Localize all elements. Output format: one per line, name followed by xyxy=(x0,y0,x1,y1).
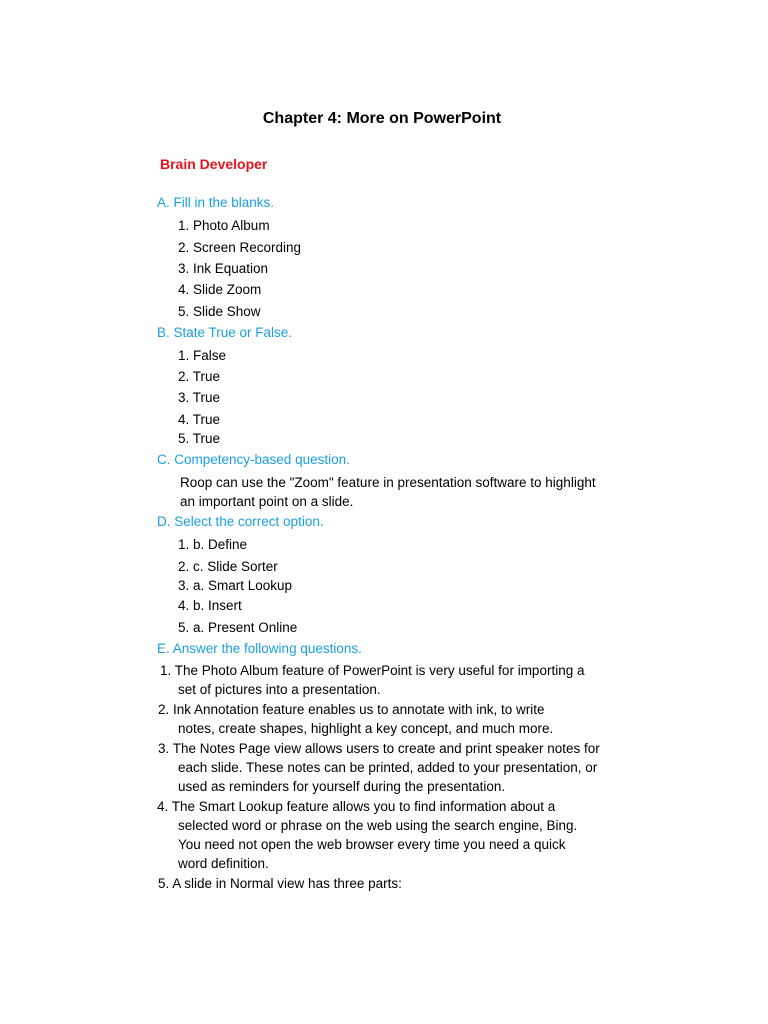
section-e-text-line: 1. The Photo Album feature of PowerPoint is very useful for importing a xyxy=(160,663,585,678)
page-title: Chapter 4: More on PowerPoint xyxy=(262,110,502,127)
section-a-heading: A. Fill in the blanks. xyxy=(157,195,275,210)
section-a-item: 5. Slide Show xyxy=(178,304,261,319)
section-e-text-line: word definition. xyxy=(178,856,269,871)
section-e-text-line: notes, create shapes, highlight a key concept, and much more. xyxy=(178,721,554,736)
section-e-text-line: used as reminders for yourself during the presentation. xyxy=(178,779,506,794)
section-e-text-line: 5. A slide in Normal view has three parts: xyxy=(158,876,402,891)
section-a-item: 1. Photo Album xyxy=(178,218,270,233)
section-d-heading: D. Select the correct option. xyxy=(157,514,324,529)
section-d-item: 3. a. Smart Lookup xyxy=(178,578,293,593)
section-b-item: 4. True xyxy=(178,412,221,427)
section-d-item: 4. b. Insert xyxy=(178,598,242,613)
section-d-item: 5. a. Present Online xyxy=(178,620,298,635)
section-d-item: 1. b. Define xyxy=(178,537,248,552)
section-c-text-line: Roop can use the "Zoom" feature in presentation software to highlight xyxy=(180,475,596,490)
section-b-item: 3. True xyxy=(178,390,221,405)
section-d-item: 2. c. Slide Sorter xyxy=(178,559,278,574)
section-e-text-line: 4. The Smart Lookup feature allows you to find information about a xyxy=(157,799,556,814)
section-b-item: 5. True xyxy=(178,431,221,446)
section-e-text-line: selected word or phrase on the web using the search engine, Bing. xyxy=(178,818,578,833)
section-b-item: 2. True xyxy=(178,369,221,384)
section-subtitle: Brain Developer xyxy=(160,156,268,172)
section-e-text-line: 2. Ink Annotation feature enables us to annotate with ink, to write xyxy=(158,702,545,717)
section-b-heading: B. State True or False. xyxy=(157,325,293,340)
section-e-text-line: each slide. These notes can be printed, added to your presentation, or xyxy=(178,760,598,775)
section-e-text-line: You need not open the web browser every time you need a quick xyxy=(178,837,566,852)
section-a-item: 4. Slide Zoom xyxy=(178,282,262,297)
section-e-text-line: 3. The Notes Page view allows users to create and print speaker notes for xyxy=(158,741,600,756)
section-e-heading: E. Answer the following questions. xyxy=(157,641,362,656)
section-e-text-line: set of pictures into a presentation. xyxy=(178,682,381,697)
section-c-heading: C. Competency-based question. xyxy=(157,452,350,467)
section-c-text-line: an important point on a slide. xyxy=(180,494,354,509)
section-a-item: 2. Screen Recording xyxy=(178,240,302,255)
section-b-item: 1. False xyxy=(178,348,227,363)
section-a-item: 3. Ink Equation xyxy=(178,261,269,276)
